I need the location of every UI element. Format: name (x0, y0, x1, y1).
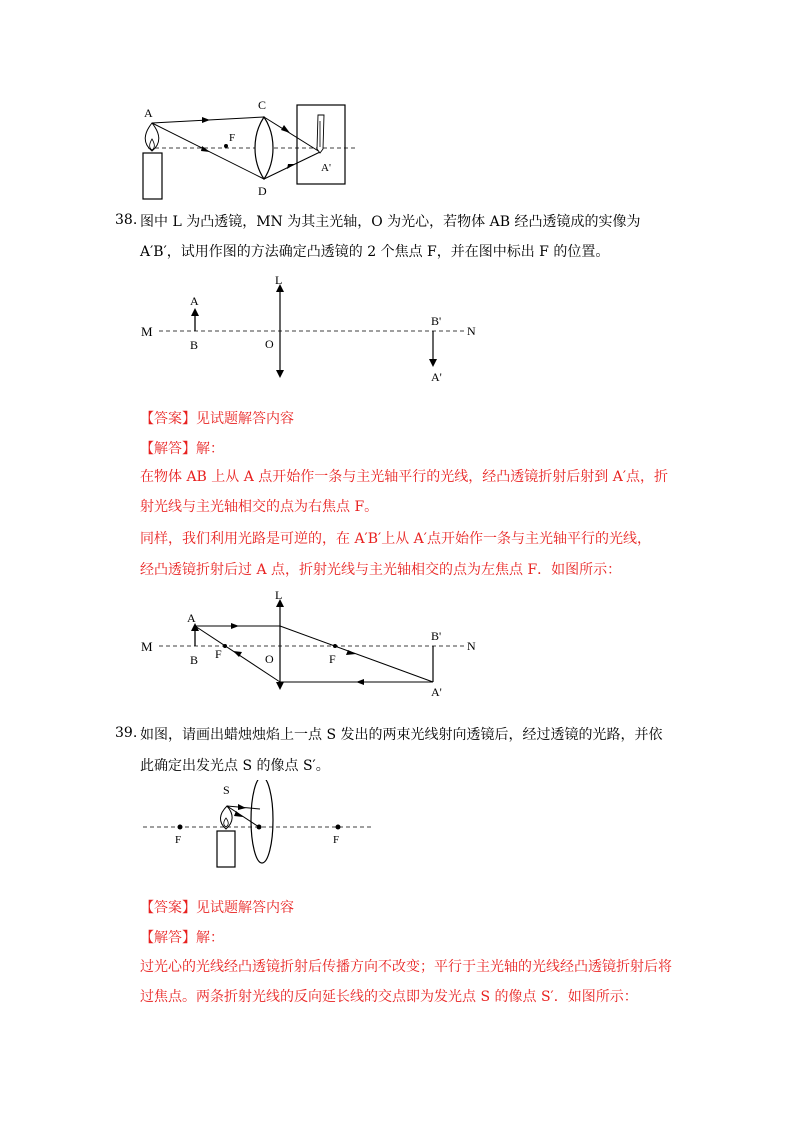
candle-icon (217, 831, 235, 867)
question-number: 38. (115, 212, 138, 228)
label-m: M (141, 324, 153, 339)
label-f-right: F (333, 834, 340, 846)
label-a-prime: A' (431, 370, 442, 384)
label-f-left: F (215, 647, 222, 661)
convex-lens (255, 117, 273, 179)
answer-label: 【答案】见试题解答内容 (140, 900, 294, 916)
label-b-prime: B' (431, 629, 442, 643)
lens-diagram-candle-screen (130, 95, 380, 205)
question-number: 39. (115, 725, 138, 741)
convex-lens (251, 780, 273, 863)
question-text-line: 如图，请画出蜡烛烛焰上一点 S 发出的两束光线射向透镜后，经过透镜的光路，并依 (140, 727, 663, 743)
question-text-line: A′B′，试用作图的方法确定凸透镜的 2 个焦点 F，并在图中标出 F 的位置。 (140, 244, 610, 260)
label-o: O (265, 652, 274, 666)
answer-label: 【答案】见试题解答内容 (140, 411, 294, 427)
solution-line: 同样，我们利用光路是可逆的，在 A′B′上从 A′点开始作一条与主光轴平行的光线， (140, 531, 651, 547)
label-n: N (467, 639, 476, 653)
label-f-left: F (175, 834, 182, 846)
label-a: A (190, 294, 199, 308)
solution-line: 射光线与主光轴相交的点为右焦点 F。 (140, 499, 379, 515)
label-a: A (187, 611, 196, 625)
solution-line: 在物体 AB 上从 A 点开始作一条与主光轴平行的光线，经凸透镜折射后射到 A′点，折 (140, 469, 669, 485)
label-a: A (144, 106, 153, 120)
solution-line: 过焦点。两条折射光线的反向延长线的交点即为发光点 S 的像点 S′．如图所示： (140, 989, 638, 1005)
candle-icon (143, 153, 162, 199)
lens-question-diagram (135, 270, 495, 388)
label-c: C (258, 98, 267, 112)
label-b: B (190, 653, 199, 667)
candle-lens-diagram (135, 780, 380, 872)
label-a-prime: A' (431, 685, 442, 699)
label-o: O (265, 337, 274, 351)
lens-solution-diagram (135, 585, 495, 703)
solution-heading: 【解答】解： (140, 930, 224, 946)
label-b-prime: B' (431, 314, 442, 328)
label-m: M (141, 639, 153, 654)
label-b: B (190, 338, 199, 352)
label-f-right: F (329, 652, 336, 666)
label-n: N (467, 324, 476, 338)
label-s: S (223, 783, 230, 797)
label-f: F (229, 132, 236, 144)
label-a-prime: A' (321, 162, 331, 174)
label-l: L (275, 588, 283, 602)
solution-line: 过光心的光线经凸透镜折射后传播方向不改变；平行于主光轴的光线经凸透镜折射后将 (140, 959, 672, 975)
question-text-line: 图中 L 为凸透镜，MN 为其主光轴，O 为光心，若物体 AB 经凸透镜成的实像为 (140, 214, 641, 230)
solution-heading: 【解答】解： (140, 441, 224, 457)
solution-line: 经凸透镜折射后过 A 点，折射光线与主光轴相交的点为左焦点 F．如图所示： (140, 562, 622, 578)
label-l: L (275, 273, 283, 287)
label-d: D (258, 184, 267, 198)
question-text-line: 此确定出发光点 S 的像点 S′。 (140, 758, 330, 774)
